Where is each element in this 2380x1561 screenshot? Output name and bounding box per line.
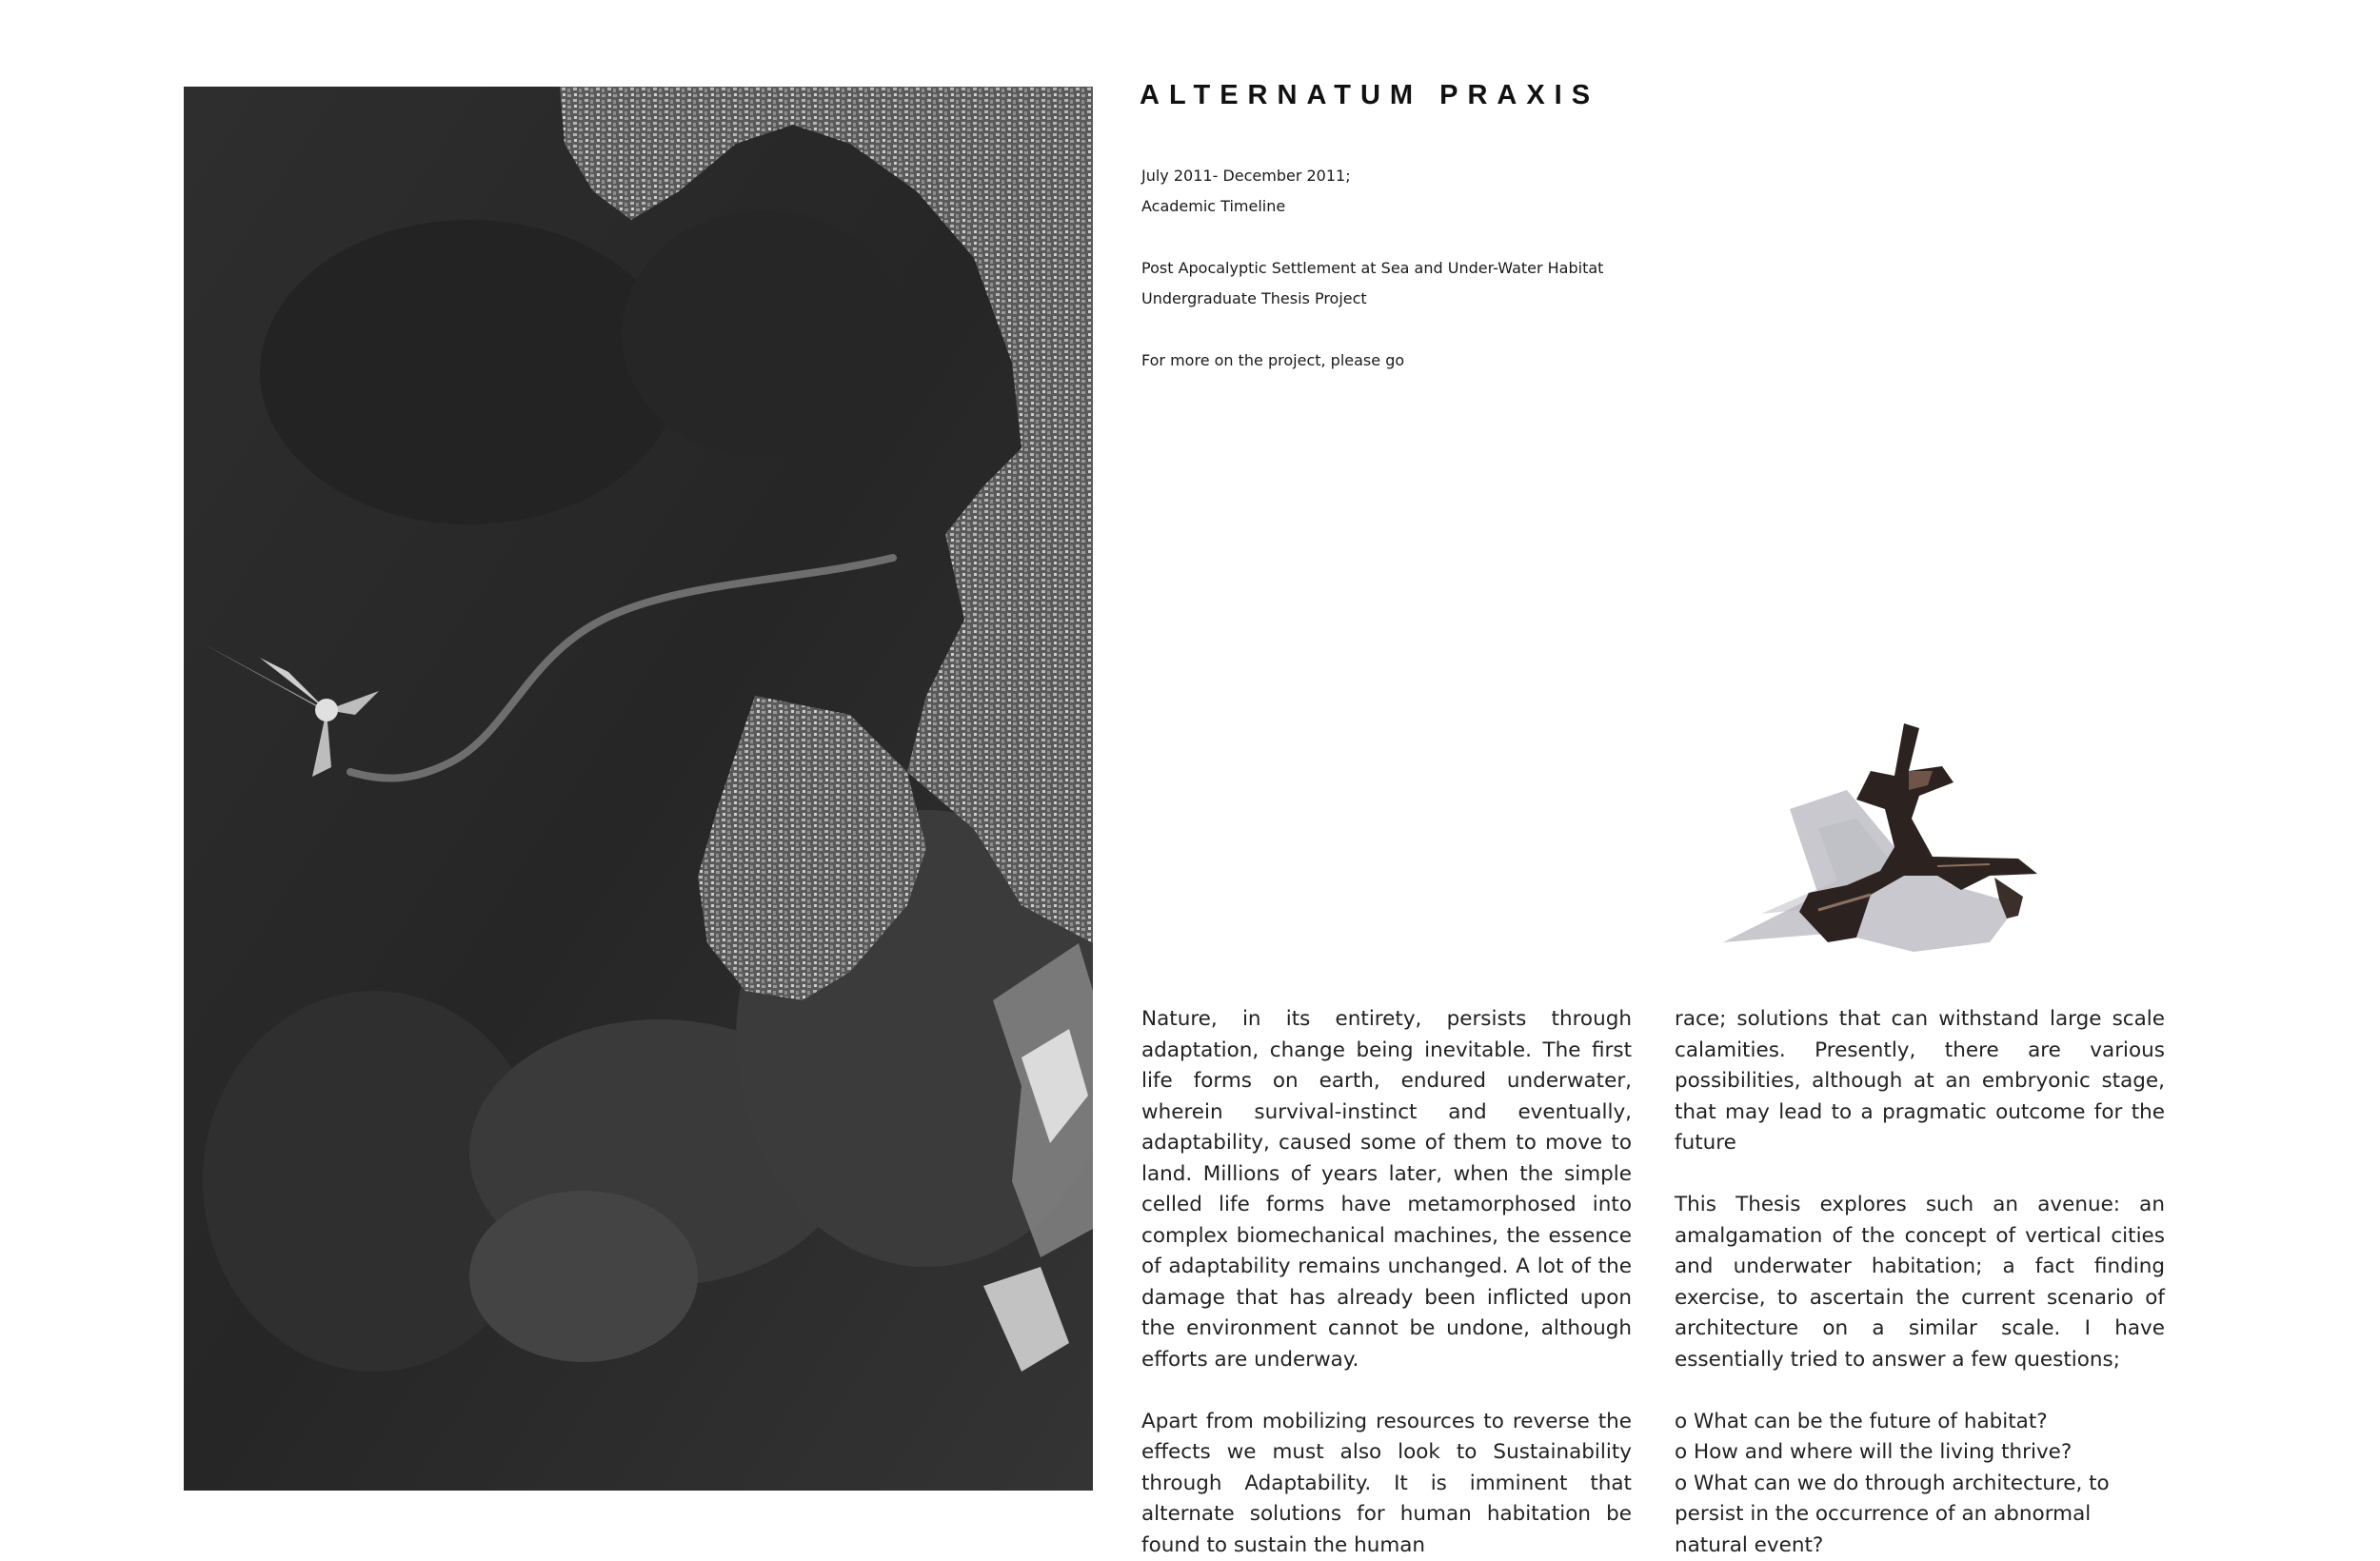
aerial-site-map — [184, 87, 1093, 1491]
body-text-column-1 — [1141, 1004, 1632, 1561]
thesis-project-label: Undergraduate Thesis Project — [1141, 289, 1998, 307]
question-item: o What can we do through architecture, to persist in the occurrence of an abnormal natural event? — [1675, 1469, 2165, 1561]
question-item: o How and where will the living thrive? — [1675, 1437, 2165, 1469]
question-item: o What can be the future of habitat? — [1675, 1407, 2165, 1438]
more-info-text: For more on the project, please go — [1141, 351, 1998, 369]
body-text-column-2 — [1675, 1004, 2165, 1561]
body-paragraph: race; solutions that can withstand large scale calamities. Presently, there are various possibilities, although at an embryonic stage, that may lead to a pragmatic outcome for the future — [1675, 1004, 2165, 1159]
structure-model-image — [1704, 714, 2104, 980]
question-list — [1675, 1407, 2165, 1561]
project-dates: July 2011- December 2011; — [1141, 167, 1998, 185]
page-title: ALTERNATUM PRAXIS — [1140, 80, 1599, 111]
body-paragraph: This Thesis explores such an avenue: an amalgamation of the concept of vertical cities and underwater habitation; a fact finding exercise, to ascertain the current scenario of architecture on a similar scale. I have essentially tried to answer a few questions; — [1675, 1190, 2165, 1375]
body-paragraph: Apart from mobilizing resources to reverse the effects we must also look to Sustainability through Adaptability. It is imminent that alternate solutions for human habitation be found to sustain the human — [1141, 1407, 1632, 1561]
academic-timeline-label: Academic Timeline — [1141, 197, 1998, 215]
body-paragraph: Nature, in its entirety, persists through adaptation, change being inevitable. The first life forms on earth, endured underwater, wherein survival-instinct and eventually, adaptability, caused some of them to move to land. Millions of years later, when the simple celled life forms have metamorphosed into complex biomechanical machines, the essence of adaptability remains unchanged. A lot of the damage that has already been inflicted upon the environment cannot be undone, although efforts are underway. — [1141, 1004, 1632, 1375]
project-description: Post Apocalyptic Settlement at Sea and Under-Water Habitat — [1141, 259, 1998, 277]
